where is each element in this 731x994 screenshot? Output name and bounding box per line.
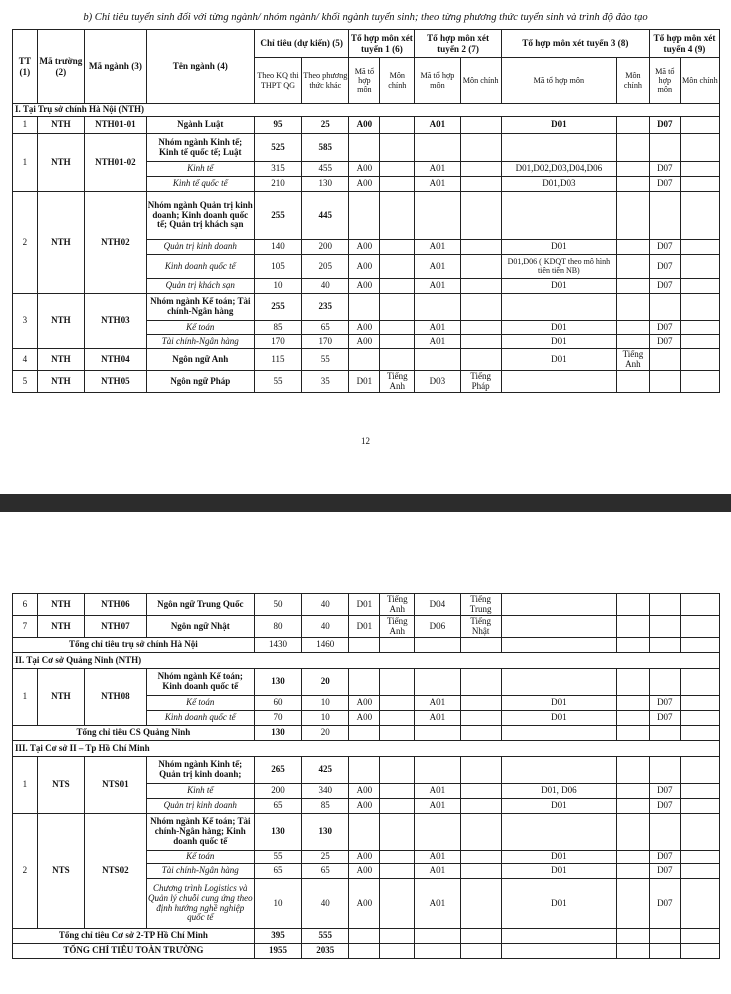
cell-ten-nganh: Nhóm ngành Kinh tế; Kinh tế quốc tế; Luật: [146, 134, 254, 162]
header-chi-tieu: Chỉ tiêu (dự kiến) (5): [254, 30, 349, 58]
cell-mon-chinh-2: [460, 117, 501, 134]
cell-to-hop-4: D07: [649, 321, 680, 335]
header-ma-to-hop: Mã tổ hợp môn: [415, 58, 460, 104]
cell-ten-nganh: Kinh tế quốc tế: [146, 177, 254, 192]
cell-to-hop-3: D01, D06: [501, 784, 616, 799]
total-label: Tổng chỉ tiêu trụ sở chính Hà Nội: [13, 638, 255, 653]
cell-chi-tieu-2: 425: [302, 757, 349, 784]
cell-chi-tieu-1: 115: [254, 349, 301, 371]
cell-tt: 2: [13, 192, 38, 294]
cell-ten-nganh: Kinh tế: [146, 784, 254, 799]
cell-ten-nganh: Kinh doanh quốc tế: [146, 711, 254, 726]
total-chi-tieu-2: 555: [302, 929, 349, 944]
header-theo-phuong-thuc-khac: Theo phương thức khác: [302, 58, 349, 104]
cell-to-hop-1: A00: [349, 799, 380, 814]
cell-ten-nganh: Ngành Luật: [146, 117, 254, 134]
cell-chi-tieu-1: 55: [254, 371, 301, 393]
total-label: Tổng chỉ tiêu Cơ sở 2-TP Hồ Chí Minh: [13, 929, 255, 944]
cell-chi-tieu-2: 170: [302, 335, 349, 349]
cell-tt: 2: [13, 814, 38, 929]
table-row: [13, 814, 720, 851]
cell-chi-tieu-1: 65: [254, 799, 301, 814]
table-row: [13, 371, 720, 393]
cell-chi-tieu-1: 525: [254, 134, 301, 162]
header-ten-nganh: Tên ngành (4): [146, 30, 254, 104]
cell-tt: 3: [13, 294, 38, 349]
cell-to-hop-3: D01: [501, 240, 616, 255]
cell-ten-nganh: Quản trị kinh doanh: [146, 799, 254, 814]
header-to-hop-3: Tổ hợp môn xét tuyển 3 (8): [501, 30, 649, 58]
header-tt: TT (1): [13, 30, 38, 104]
total-chi-tieu-1: 130: [254, 726, 301, 741]
cell-to-hop-1: A00: [349, 851, 380, 864]
cell-chi-tieu-2: 235: [302, 294, 349, 321]
cell-to-hop-2: A01: [415, 162, 460, 177]
cell-mon-chinh-2: Tiếng Trung: [460, 594, 501, 616]
cell-chi-tieu-1: 65: [254, 864, 301, 879]
cell-mon-chinh-2: Tiếng Pháp: [460, 371, 501, 393]
header-mon-chinh: Môn chính: [680, 58, 719, 104]
total-chi-tieu-1: 1430: [254, 638, 301, 653]
cell-to-hop-4: D07: [649, 255, 680, 279]
cell-to-hop-1: A00: [349, 255, 380, 279]
cell-to-hop-1: D01: [349, 594, 380, 616]
section-heading: III. Tại Cơ sở II – Tp Hồ Chí Minh: [13, 741, 720, 757]
cell-chi-tieu-2: 25: [302, 117, 349, 134]
cell-ten-nganh: Kinh doanh quốc tế: [146, 255, 254, 279]
cell-chi-tieu-1: 130: [254, 814, 301, 851]
cell-tt: 6: [13, 594, 38, 616]
cell-to-hop-1: A00: [349, 784, 380, 799]
cell-to-hop-4: D07: [649, 162, 680, 177]
total-label: Tổng chỉ tiêu CS Quảng Ninh: [13, 726, 255, 741]
cell-ma-nganh: NTH05: [85, 371, 147, 393]
cell-to-hop-1: A00: [349, 879, 380, 929]
cell-to-hop-2: A01: [415, 321, 460, 335]
table-row: [13, 134, 720, 162]
section-heading: II. Tại Cơ sở Quảng Ninh (NTH): [13, 653, 720, 669]
grand-total-row: [13, 944, 720, 959]
cell-chi-tieu-2: 10: [302, 711, 349, 726]
table-row: [13, 616, 720, 638]
cell-to-hop-3: D01,D06 ( KDQT theo mô hình tiên tiến NB): [501, 255, 616, 279]
section-heading: I. Tại Trụ sở chính Hà Nội (NTH): [13, 104, 720, 117]
cell-tt: 1: [13, 134, 38, 192]
cell-chi-tieu-1: 105: [254, 255, 301, 279]
cell-to-hop-2: A01: [415, 879, 460, 929]
cell-chi-tieu-1: 80: [254, 616, 301, 638]
page-divider: [0, 494, 731, 512]
cell-chi-tieu-1: 170: [254, 335, 301, 349]
cell-chi-tieu-1: 50: [254, 594, 301, 616]
cell-chi-tieu-1: 130: [254, 669, 301, 696]
cell-to-hop-2: D03: [415, 371, 460, 393]
cell-ten-nganh: Kinh tế: [146, 162, 254, 177]
cell-chi-tieu-2: 130: [302, 814, 349, 851]
cell-chi-tieu-1: 10: [254, 879, 301, 929]
header-ma-to-hop: Mã tổ hợp môn: [501, 58, 616, 104]
cell-chi-tieu-2: 65: [302, 864, 349, 879]
cell-chi-tieu-1: 255: [254, 192, 301, 240]
total-chi-tieu-1: 395: [254, 929, 301, 944]
cell-chi-tieu-2: 130: [302, 177, 349, 192]
cell-ten-nganh: Nhóm ngành Kế toán; Kinh doanh quốc tế: [146, 669, 254, 696]
cell-to-hop-1: A00: [349, 117, 380, 134]
cell-ma-truong: NTS: [37, 814, 84, 929]
cell-tt: 4: [13, 349, 38, 371]
cell-chi-tieu-2: 55: [302, 349, 349, 371]
cell-chi-tieu-1: 315: [254, 162, 301, 177]
cell-to-hop-2: A01: [415, 799, 460, 814]
cell-chi-tieu-2: 40: [302, 879, 349, 929]
header-to-hop-2: Tổ hợp môn xét tuyển 2 (7): [415, 30, 501, 58]
header-mon-chinh: Môn chính: [616, 58, 649, 104]
cell-to-hop-4: D07: [649, 335, 680, 349]
cell-to-hop-1: A00: [349, 240, 380, 255]
cell-ten-nganh: Quản trị khách sạn: [146, 279, 254, 294]
cell-to-hop-2: A01: [415, 255, 460, 279]
cell-chi-tieu-1: 265: [254, 757, 301, 784]
cell-to-hop-2: A01: [415, 784, 460, 799]
cell-ma-truong: NTH: [37, 371, 84, 393]
cell-to-hop-4: D07: [649, 711, 680, 726]
cell-to-hop-2: A01: [415, 696, 460, 711]
cell-chi-tieu-2: 10: [302, 696, 349, 711]
cell-chi-tieu-1: 200: [254, 784, 301, 799]
table-row: [13, 669, 720, 696]
cell-ten-nganh: Nhóm ngành Kế toán; Tài chính-Ngân hàng: [146, 294, 254, 321]
cell-ma-nganh: NTS01: [85, 757, 147, 814]
cell-chi-tieu-2: 20: [302, 669, 349, 696]
cell-chi-tieu-1: 10: [254, 279, 301, 294]
cell-ma-nganh: NTH02: [85, 192, 147, 294]
cell-to-hop-2: D06: [415, 616, 460, 638]
cell-to-hop-4: D07: [649, 240, 680, 255]
cell-chi-tieu-1: 95: [254, 117, 301, 134]
table-row: [13, 192, 720, 240]
cell-to-hop-1: A00: [349, 711, 380, 726]
cell-ma-nganh: NTH04: [85, 349, 147, 371]
cell-ten-nganh: Chương trình Logistics và Quản lý chuỗi cung ứng theo định hướng nghề nghiệp quốc tế: [146, 879, 254, 929]
table-row: [13, 294, 720, 321]
cell-ma-nganh: NTH06: [85, 594, 147, 616]
cell-chi-tieu-1: 140: [254, 240, 301, 255]
cell-ma-truong: NTS: [37, 757, 84, 814]
cell-ma-truong: NTH: [37, 349, 84, 371]
cell-chi-tieu-2: 40: [302, 279, 349, 294]
cell-to-hop-1: D01: [349, 616, 380, 638]
cell-ten-nganh: Ngôn ngữ Anh: [146, 349, 254, 371]
cell-ten-nganh: Ngôn ngữ Pháp: [146, 371, 254, 393]
cell-chi-tieu-2: 40: [302, 594, 349, 616]
cell-chi-tieu-1: 70: [254, 711, 301, 726]
cell-mon-chinh-1: Tiếng Anh: [380, 616, 415, 638]
cell-to-hop-1: A00: [349, 864, 380, 879]
cell-to-hop-1: D01: [349, 371, 380, 393]
cell-tt: 1: [13, 117, 38, 134]
table-caption: b) Chỉ tiêu tuyển sinh đối với từng ngành/ nhóm ngành/ khối ngành tuyển sinh; theo từng phương thức tuyển sinh và trình độ đào tạo: [83, 12, 648, 23]
cell-mon-chinh-2: Tiếng Nhật: [460, 616, 501, 638]
cell-ten-nganh: Nhóm ngành Kế toán; Tài chính-Ngân hàng; Kinh doanh quốc tế: [146, 814, 254, 851]
cell-to-hop-3: D01: [501, 117, 616, 134]
cell-ma-nganh: NTH08: [85, 669, 147, 726]
page-number: 12: [361, 436, 370, 446]
cell-ten-nganh: Ngôn ngữ Trung Quốc: [146, 594, 254, 616]
table-row: [13, 757, 720, 784]
cell-chi-tieu-1: 210: [254, 177, 301, 192]
cell-tt: 5: [13, 371, 38, 393]
cell-to-hop-3: D01: [501, 851, 616, 864]
cell-to-hop-2: A01: [415, 851, 460, 864]
cell-chi-tieu-2: 455: [302, 162, 349, 177]
cell-chi-tieu-2: 445: [302, 192, 349, 240]
cell-to-hop-1: A00: [349, 696, 380, 711]
cell-to-hop-2: D04: [415, 594, 460, 616]
cell-ma-nganh: NTH01-02: [85, 134, 147, 192]
cell-ten-nganh: Kế toán: [146, 851, 254, 864]
total-chi-tieu-2: 1460: [302, 638, 349, 653]
grand-total-chi-tieu-1: 1955: [254, 944, 301, 959]
cell-chi-tieu-1: 60: [254, 696, 301, 711]
header-mon-chinh: Môn chính: [460, 58, 501, 104]
cell-to-hop-4: D07: [649, 696, 680, 711]
cell-to-hop-2: A01: [415, 711, 460, 726]
cell-to-hop-1: A00: [349, 177, 380, 192]
cell-to-hop-4: D07: [649, 864, 680, 879]
cell-ma-nganh: NTH07: [85, 616, 147, 638]
cell-to-hop-3: D01: [501, 349, 616, 371]
cell-to-hop-4: D07: [649, 177, 680, 192]
cell-ten-nganh: Nhóm ngành Kinh tế; Quản trị kinh doanh;: [146, 757, 254, 784]
header-ma-to-hop: Mã tổ hợp môn: [349, 58, 380, 104]
cell-to-hop-3: D01: [501, 279, 616, 294]
cell-ten-nganh: Nhóm ngành Quản trị kinh doanh; Kinh doanh quốc tế; Quản trị khách sạn: [146, 192, 254, 240]
cell-to-hop-4: D07: [649, 799, 680, 814]
cell-to-hop-3: D01: [501, 321, 616, 335]
table-row: [13, 594, 720, 616]
cell-to-hop-4: D07: [649, 279, 680, 294]
header-ma-truong: Mã trường (2): [37, 30, 84, 104]
cell-to-hop-2: A01: [415, 864, 460, 879]
cell-ma-truong: NTH: [37, 669, 84, 726]
grand-total-label: TỔNG CHỈ TIÊU TOÀN TRƯỜNG: [13, 944, 255, 959]
cell-chi-tieu-2: 40: [302, 616, 349, 638]
cell-ten-nganh: Quản trị kinh doanh: [146, 240, 254, 255]
grand-total-chi-tieu-2: 2035: [302, 944, 349, 959]
cell-chi-tieu-2: 25: [302, 851, 349, 864]
total-row: [13, 929, 720, 944]
cell-chi-tieu-1: 255: [254, 294, 301, 321]
admission-quota-table: [12, 29, 720, 393]
cell-chi-tieu-2: 200: [302, 240, 349, 255]
cell-mon-chinh-3: Tiếng Anh: [616, 349, 649, 371]
cell-tt: 7: [13, 616, 38, 638]
cell-mon-chinh-3: [616, 117, 649, 134]
header-ma-to-hop: Mã tổ hợp môn: [649, 58, 680, 104]
cell-ma-truong: NTH: [37, 294, 84, 349]
cell-to-hop-3: D01: [501, 335, 616, 349]
total-chi-tieu-2: 20: [302, 726, 349, 741]
table-row: [13, 117, 720, 134]
cell-chi-tieu-2: 340: [302, 784, 349, 799]
cell-mon-chinh-1: [380, 117, 415, 134]
cell-ten-nganh: Tài chính-Ngân hàng: [146, 864, 254, 879]
cell-chi-tieu-1: 55: [254, 851, 301, 864]
cell-ma-nganh: NTH03: [85, 294, 147, 349]
cell-tt: 1: [13, 669, 38, 726]
cell-chi-tieu-2: 85: [302, 799, 349, 814]
cell-chi-tieu-2: 205: [302, 255, 349, 279]
cell-to-hop-2: A01: [415, 117, 460, 134]
cell-to-hop-2: A01: [415, 240, 460, 255]
cell-mon-chinh-1: Tiếng Anh: [380, 594, 415, 616]
cell-mon-chinh-1: Tiếng Anh: [380, 371, 415, 393]
cell-ma-truong: NTH: [37, 192, 84, 294]
total-row: [13, 726, 720, 741]
cell-to-hop-2: A01: [415, 335, 460, 349]
header-mon-chinh: Môn chính: [380, 58, 415, 104]
cell-to-hop-3: D01: [501, 696, 616, 711]
cell-ma-truong: NTH: [37, 117, 84, 134]
cell-tt: 1: [13, 757, 38, 814]
cell-chi-tieu-2: 585: [302, 134, 349, 162]
cell-to-hop-3: D01: [501, 711, 616, 726]
cell-ten-nganh: Kế toán: [146, 321, 254, 335]
cell-to-hop-4: D07: [649, 784, 680, 799]
cell-to-hop-1: A00: [349, 162, 380, 177]
cell-chi-tieu-2: 65: [302, 321, 349, 335]
header-ma-nganh: Mã ngành (3): [85, 30, 147, 104]
cell-to-hop-4: D07: [649, 117, 680, 134]
table-row: [13, 349, 720, 371]
cell-to-hop-1: A00: [349, 279, 380, 294]
cell-to-hop-4: D07: [649, 851, 680, 864]
cell-to-hop-3: D01: [501, 864, 616, 879]
cell-chi-tieu-2: 35: [302, 371, 349, 393]
cell-ma-truong: NTH: [37, 616, 84, 638]
cell-to-hop-2: A01: [415, 279, 460, 294]
cell-ma-truong: NTH: [37, 134, 84, 192]
cell-chi-tieu-1: 85: [254, 321, 301, 335]
admission-quota-table-continued: [12, 593, 720, 959]
cell-ten-nganh: Ngôn ngữ Nhật: [146, 616, 254, 638]
cell-ten-nganh: Kế toán: [146, 696, 254, 711]
cell-mon-chinh-4: [680, 117, 719, 134]
cell-ten-nganh: Tài chính-Ngân hàng: [146, 335, 254, 349]
total-row: [13, 638, 720, 653]
cell-to-hop-1: A00: [349, 335, 380, 349]
header-theo-kq-thi: Theo KQ thi THPT QG: [254, 58, 301, 104]
header-to-hop-4: Tổ hợp môn xét tuyển 4 (9): [649, 30, 719, 58]
cell-to-hop-3: D01: [501, 799, 616, 814]
cell-to-hop-3: D01: [501, 879, 616, 929]
cell-to-hop-2: A01: [415, 177, 460, 192]
cell-ma-nganh: NTS02: [85, 814, 147, 929]
cell-to-hop-4: D07: [649, 879, 680, 929]
cell-ma-truong: NTH: [37, 594, 84, 616]
cell-to-hop-1: A00: [349, 321, 380, 335]
header-to-hop-1: Tổ hợp môn xét tuyển 1 (6): [349, 30, 415, 58]
cell-ma-nganh: NTH01-01: [85, 117, 147, 134]
cell-to-hop-3: D01,D03: [501, 177, 616, 192]
cell-to-hop-3: D01,D02,D03,D04,D06: [501, 162, 616, 177]
